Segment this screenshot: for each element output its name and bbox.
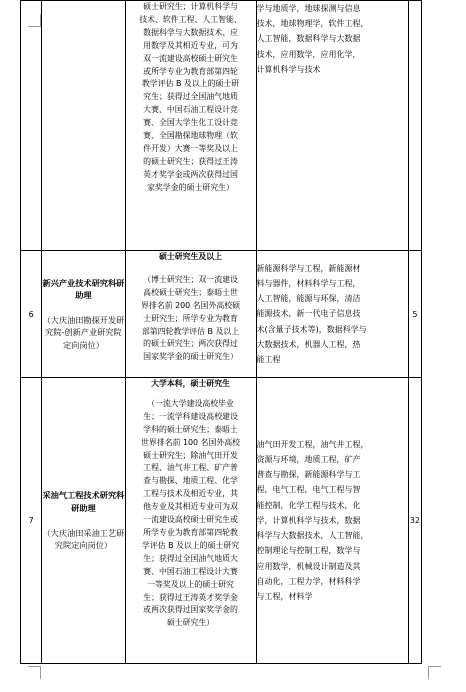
position-name-cell [42,378,125,664]
text-line: 技术，地球物理学，软件工程， [256,19,369,29]
position-name-cell [42,1,125,251]
text-line: 的硕士研究生；获得过王涛 [143,156,238,166]
text-line: （博士研究生；双一流建设 [143,274,238,284]
text-line: 科学与大数据技术，人工智能， [256,531,369,541]
position-name-cell [42,251,125,378]
text-line: 料与器件，材料科学与工程， [256,278,361,288]
text-line: 或所学专业为教育部第四轮 [143,66,238,76]
requirement-heading: 大学本科，硕士研究生 [151,379,230,388]
positions-table [20,0,422,664]
headcount: 32 [408,378,421,664]
text-line: 与工程，材料学 [256,591,313,601]
text-line: 的硕士研究生；两次获得过 [143,339,238,349]
text-line: 世界排名前 100 名国外高校 [141,437,241,447]
crop-mark-bottom-right [428,666,441,679]
text-line: 教学评估 B 及以上的硕士研 [141,79,240,89]
text-line: 学科的硕士研究生；泰晤士 [143,424,238,434]
text-line: 界排名前 200 名国外高校硕 [141,300,241,310]
text-line: 查与勘探、地质工程、化学 [143,476,238,486]
headcount [408,1,421,251]
text-line: 他专业及其相近专业可为双 [143,502,238,512]
text-line: 控制理论与控制工程，数学与 [256,546,361,556]
table-row [21,378,422,664]
text-line: 英才奖学金或两次获得过国 [143,169,238,179]
requirement-cell [125,251,256,378]
text-line: 应用数学，机械设计制造及其 [256,561,361,571]
position-title: 新兴产业技术研究科研助理 [42,277,125,301]
text-line: 工程、油气井工程、矿产普 [143,463,238,473]
text-line: 件开发）大赛一等奖及以上 [143,143,238,153]
text-line: 数据科学与大数据技术、应 [143,27,238,37]
text-line: 技术、软件工程、人工智能、 [139,14,242,24]
text-line: 用数学及其相近专业，可为 [143,40,238,50]
text-line: 能控制，化学工程与技术，化 [256,500,361,510]
text-line: 计算机科学与技术 [256,64,321,74]
text-line: 高校硕士研究生；泰晤士世 [143,287,238,297]
text-line: 能工程 [256,355,281,364]
text-line: 赛、中国石油工程设计大赛 [143,566,238,576]
majors-text [257,437,408,604]
position-unit: （大庆油田采油工艺研究院定向岗位） [42,527,125,551]
majors-cell [256,1,408,251]
row-index [21,1,42,251]
text-line: 自动化，工程力学，材料科学 [256,576,361,586]
text-line: 国家奖学金的硕士研究生） [143,352,238,362]
spacer [126,264,256,274]
text-line: 学，计算机科学与技术，数据 [256,515,361,525]
text-line: 生；获得过全国油气地质大 [143,553,238,563]
row-index: 6 [21,251,42,378]
text-line: 士研究生；所学专业为教育 [143,313,238,323]
requirement-text [126,398,256,630]
text-line: 学评估 B 及以上的硕士研究 [141,540,240,550]
position-title: 采油气工程技术研究科研助理 [42,490,125,513]
text-line: 硕士研究生；除油气田开发 [143,450,238,460]
majors-cell [256,251,408,378]
text-line: 生；获得过王涛英才奖学金 [143,592,238,602]
text-line: （一流大学建设高校毕业 [147,398,234,408]
text-line: 究生；获得过全国油气地质 [143,92,238,102]
text-line: 术(含量子技术等)，数据科学与 [256,324,367,334]
text-line: 或两次获得过国家奖学金的 [143,605,238,615]
text-line: 硕士研究生） [166,618,215,628]
text-line: 普查与勘探，新能源科学与工 [256,470,361,480]
table-row [21,1,422,251]
text-line: 赛、全国勘探地球物理（软 [143,131,238,141]
text-line: 新能源科学与工程，新能源材 [256,263,361,273]
text-line: 人工智能，数据科学与大数据 [256,34,361,44]
text-line: 部第四轮教学评估 B 及以上 [141,326,240,336]
text-line: 双一流建设高校硕士研究生 [143,53,238,63]
majors-text [257,261,408,367]
text-line: 大赛、中国石油工程设计竞 [143,105,238,115]
majors-cell [256,378,408,664]
requirement-cell [125,1,256,251]
text-line: 人工智能，能源与环保，清洁 [256,294,361,304]
text-line: 一流建设高校硕士研究生或 [143,515,238,525]
text-line: 程，电气工程，电气工程与智 [256,485,361,495]
text-line: 一等奖及以上的硕士研究 [147,579,234,589]
text-line: 赛、全国大学生化工设计竞 [143,118,238,128]
table-row [21,251,422,378]
text-line: 技术，应用数学，应用化学， [256,49,361,59]
requirement-text [126,274,256,364]
text-line: 学与地质学，地球探测与信息 [256,4,361,13]
requirement-text [126,1,256,195]
majors-text [257,1,408,77]
spacer [126,391,256,398]
text-line: 资源与环境，地质工程，矿产 [256,455,361,465]
row-index: 7 [21,378,42,664]
text-line: 家奖学金的硕士研究生） [147,182,234,192]
requirement-heading: 硕士研究生及以上 [158,252,223,261]
text-line: 工程与技术及相近专业，其 [143,489,238,499]
text-line: 生；一流学科建设高校建设 [143,411,238,421]
crop-mark-bottom-left [28,666,41,679]
headcount: 5 [408,251,421,378]
text-line: 所学专业为教育部第四轮教 [143,527,238,537]
text-line: 硕士研究生；计算机科学与 [143,2,238,11]
text-line: 大数据技术，机器人工程，热 [256,339,361,349]
position-unit: （大庆油田勘探开发研究院-创新产业研究院定向岗位） [42,314,125,350]
requirement-cell [125,378,256,664]
text-line: 油气田开发工程，油气井工程， [256,439,369,449]
text-line: 能源技术，新一代电子信息技 [256,309,361,319]
